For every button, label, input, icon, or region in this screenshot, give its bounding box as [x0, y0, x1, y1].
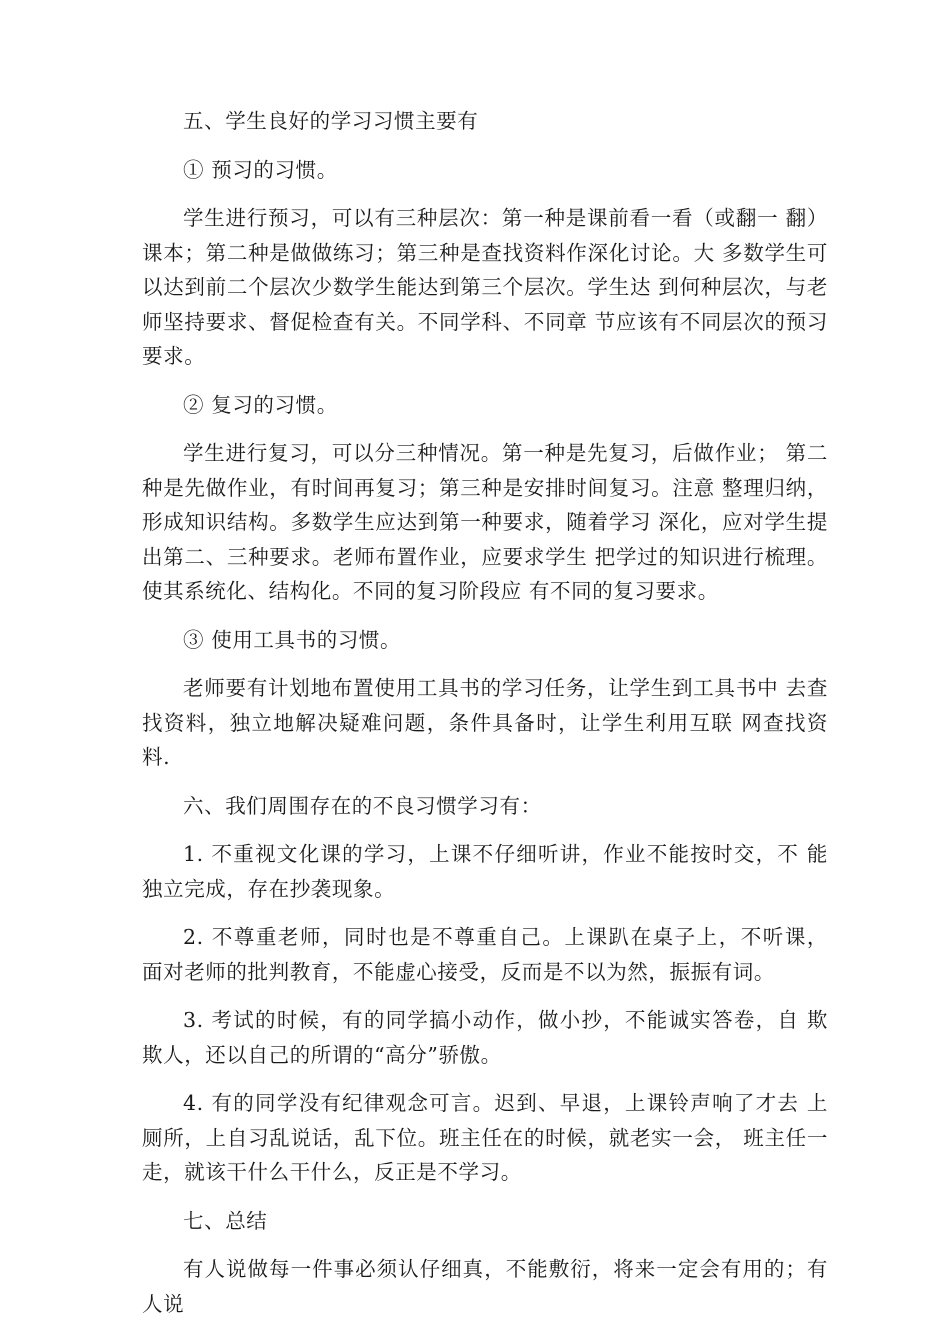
- paragraph-reference: 老师要有计划地布置使用工具书的学习任务，让学生到工具书中 去查找资料，独立地解决疑难问题，条件具备时，让学生利用互联 网查找资料.: [142, 676, 828, 769]
- list-item-bad-habit-1: 1. 不重视文化课的学习，上课不仔细听讲，作业不能按时交，不 能独立完成，存在抄袭现象。: [142, 842, 828, 901]
- paragraph-preview: 学生进行预习，可以有三种层次：第一种是课前看一看（或翻一 翻）课本；第二种是做做练习；第三种是查找资料作深化讨论。大 多数学生可以达到前二个层次少数学生能达到第三个层次。学生达 到何种层次，与老师坚持要求、督促检查有关。不同学科、不同章 节应该有不同层次的预习要求。: [142, 206, 828, 368]
- list-item-bad-habit-3: 3. 考试的时候，有的同学搞小动作，做小抄，不能诚实答卷，自 欺欺人，还以自己的所谓的“高分”骄傲。: [142, 1008, 828, 1067]
- subheading-preview-habit: ① 预习的习惯。: [183, 157, 338, 182]
- paragraph-review: 学生进行复习，可以分三种情况。第一种是先复习，后做作业； 第二种是先做作业，有时间再复习；第三种是安排时间复习。注意 整理归纳，形成知识结构。多数学生应达到第一种要求，随着学习 深化，应对学生提出第二、三种要求。老师布置作业，应要求学生 把学过的知识进行梳理。使其系统化、结构化。不同的复习阶段应 有不同的复习要求。: [142, 441, 828, 603]
- subheading-reference-habit: ③ 使用工具书的习惯。: [183, 627, 402, 652]
- section-heading-seven: 七、总结: [183, 1208, 268, 1233]
- list-item-bad-habit-2: 2. 不尊重老师，同时也是不尊重自己。上课趴在桌子上，不听课， 面对老师的批判教育，不能虚心接受，反而是不以为然，振振有词。: [142, 925, 828, 984]
- document-body: [142, 104, 828, 1321]
- subheading-review-habit: ② 复习的习惯。: [183, 392, 338, 417]
- list-item-bad-habit-4: 4. 有的同学没有纪律观念可言。迟到、早退，上课铃声响了才去 上厕所，上自习乱说话，乱下位。班主任在的时候，就老实一会， 班主任一走，就该干什么干什么，反正是不学习。: [142, 1091, 828, 1184]
- paragraph-summary: 有人说做每一件事必须认仔细真，不能敷衍，将来一定会有用的；有人说: [142, 1257, 828, 1316]
- section-heading-five: 五、学生良好的学习习惯主要有: [183, 109, 479, 133]
- section-heading-six: 六、我们周围存在的不良习惯学习有：: [183, 793, 542, 818]
